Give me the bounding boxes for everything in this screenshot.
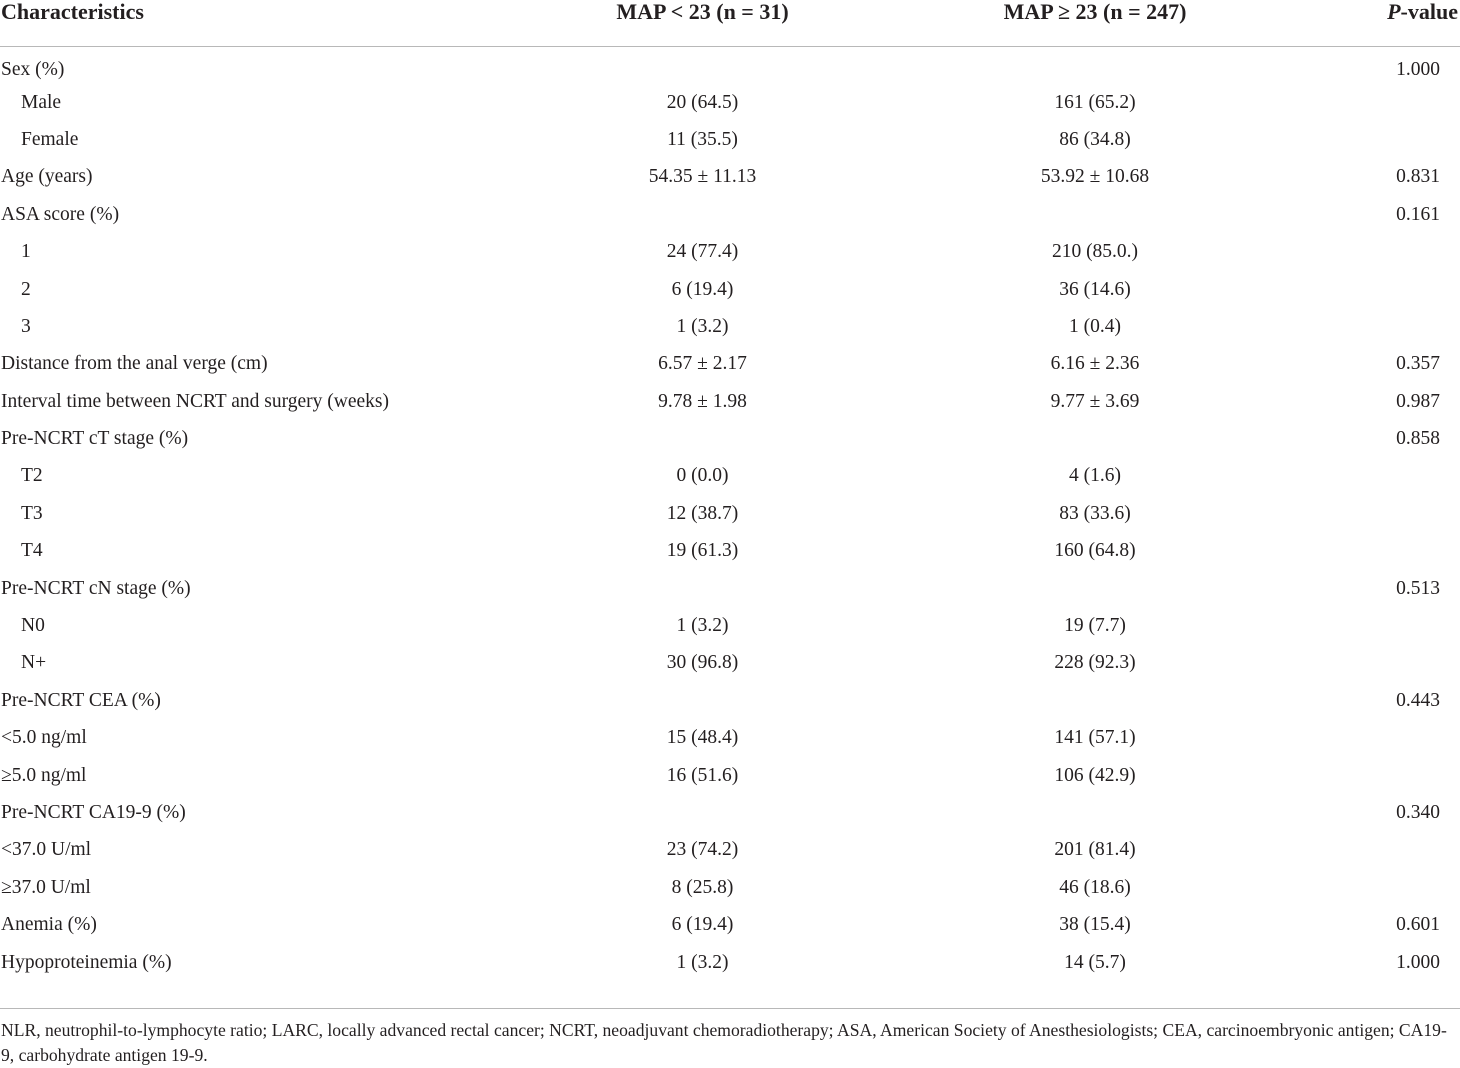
cell-map-lt-23: 6 (19.4) xyxy=(671,278,734,300)
table-row xyxy=(0,420,1460,457)
cell-map-ge-23 xyxy=(900,682,1290,719)
cell-map-ge-23 xyxy=(900,420,1290,457)
cell-map-ge-23: 53.92 ± 10.68 xyxy=(1040,166,1150,188)
cell-map-ge-23: 9.77 ± 3.69 xyxy=(1050,390,1140,412)
cell-map-ge-23: 106 (42.9) xyxy=(1054,764,1136,786)
table-row xyxy=(0,794,1460,831)
cell-p-value: 0.513 xyxy=(1396,577,1440,599)
header-map-ge-23: MAP ≥ 23 (n = 247) xyxy=(900,0,1290,47)
row-label: Pre-NCRT CEA (%) xyxy=(1,689,161,711)
cell-map-lt-23: 1 (3.2) xyxy=(676,951,729,973)
row-label: Age (years) xyxy=(1,166,93,188)
cell-map-lt-23 xyxy=(505,47,900,84)
cell-map-lt-23: 19 (61.3) xyxy=(666,540,739,562)
table-row xyxy=(0,121,1460,158)
row-label: Interval time between NCRT and surgery (weeks) xyxy=(1,390,389,412)
cell-p-value xyxy=(1290,533,1460,570)
cell-map-lt-23: 9.78 ± 1.98 xyxy=(658,390,747,412)
cell-p-value: 0.987 xyxy=(1396,390,1440,412)
cell-map-ge-23 xyxy=(900,794,1290,831)
row-label: 2 xyxy=(21,278,31,300)
cell-map-lt-23: 24 (77.4) xyxy=(666,241,739,263)
cell-p-value: 0.357 xyxy=(1396,353,1440,375)
header-p-suffix: -value xyxy=(1400,0,1458,24)
cell-map-ge-23: 4 (1.6) xyxy=(1069,465,1121,487)
row-label: Distance from the anal verge (cm) xyxy=(1,353,268,375)
table-row xyxy=(0,570,1460,607)
cell-p-value xyxy=(1290,271,1460,308)
table-row xyxy=(0,308,1460,345)
table-row xyxy=(0,832,1460,869)
row-label: Pre-NCRT CA19-9 (%) xyxy=(1,802,186,823)
row-label: ≥37.0 U/ml xyxy=(1,876,91,898)
row-label: Female xyxy=(21,128,79,150)
table-row xyxy=(0,84,1460,121)
cell-map-ge-23: 38 (15.4) xyxy=(1059,914,1131,936)
cell-map-ge-23: 6.16 ± 2.36 xyxy=(1050,353,1140,375)
cell-map-ge-23: 210 (85.0.) xyxy=(1051,241,1139,263)
table-body xyxy=(0,47,1460,982)
cell-p-value: 1.000 xyxy=(1396,58,1440,80)
cell-map-ge-23: 160 (64.8) xyxy=(1054,540,1136,562)
cell-map-lt-23 xyxy=(505,570,900,607)
table-bottom-rule xyxy=(0,1008,1460,1009)
cell-map-ge-23: 141 (57.1) xyxy=(1054,727,1136,749)
cell-map-ge-23 xyxy=(900,196,1290,233)
cell-p-value xyxy=(1290,495,1460,532)
cell-p-value xyxy=(1290,720,1460,757)
table-row xyxy=(0,47,1460,84)
table-row xyxy=(0,233,1460,270)
cell-p-value xyxy=(1290,308,1460,345)
cell-map-ge-23: 19 (7.7) xyxy=(1064,615,1126,637)
cell-map-lt-23: 12 (38.7) xyxy=(666,502,739,524)
cell-p-value: 1.000 xyxy=(1396,951,1440,973)
table-row xyxy=(0,159,1460,196)
cell-map-lt-23: 11 (35.5) xyxy=(667,128,738,150)
row-label: N0 xyxy=(21,615,45,637)
table-row xyxy=(0,346,1460,383)
cell-p-value: 0.831 xyxy=(1396,166,1440,188)
cell-p-value xyxy=(1290,458,1460,495)
table-row xyxy=(0,869,1460,906)
cell-p-value xyxy=(1290,645,1460,682)
table-row xyxy=(0,906,1460,943)
cell-p-value xyxy=(1290,832,1460,869)
cell-p-value: 0.601 xyxy=(1396,914,1440,936)
cell-map-lt-23: 0 (0.0) xyxy=(676,465,729,487)
row-label: Hypoproteinemia (%) xyxy=(1,951,172,973)
row-label: <5.0 ng/ml xyxy=(1,727,87,749)
header-p-value xyxy=(1290,0,1460,47)
cell-p-value xyxy=(1290,121,1460,158)
cell-map-lt-23: 23 (74.2) xyxy=(666,839,739,861)
row-label: Male xyxy=(21,91,62,113)
row-label: T3 xyxy=(21,502,43,524)
cell-map-lt-23 xyxy=(505,196,900,233)
cell-map-ge-23 xyxy=(900,47,1290,84)
table-row xyxy=(0,944,1460,981)
cell-map-lt-23: 15 (48.4) xyxy=(666,727,739,749)
row-label: Pre-NCRT cN stage (%) xyxy=(1,577,191,599)
table-row xyxy=(0,271,1460,308)
cell-map-lt-23 xyxy=(505,794,900,831)
table-row xyxy=(0,533,1460,570)
row-label: T4 xyxy=(21,540,43,562)
cell-map-lt-23: 1 (3.2) xyxy=(676,315,729,337)
table-row xyxy=(0,720,1460,757)
cell-p-value: 0.443 xyxy=(1396,689,1440,711)
cell-map-ge-23: 86 (34.8) xyxy=(1059,128,1131,150)
cell-map-lt-23: 6 (19.4) xyxy=(671,914,734,936)
row-label: 3 xyxy=(21,315,31,337)
cell-map-ge-23: 1 (0.4) xyxy=(1069,315,1121,337)
cell-map-ge-23: 201 (81.4) xyxy=(1054,839,1136,861)
row-label: ≥5.0 ng/ml xyxy=(1,764,87,786)
row-label: Pre-NCRT cT stage (%) xyxy=(1,428,189,450)
table-footnote: NLR, neutrophil-to-lymphocyte ratio; LARC, locally advanced rectal cancer; NCRT, neoadjuvant chemoradiotherapy; ASA, American Society of Anesthesiologists; CEA, carcinoembryonic antigen; CA19-9, carbohydrate antigen 19-9. xyxy=(1,1020,1447,1065)
table-row xyxy=(0,495,1460,532)
cell-map-ge-23: 228 (92.3) xyxy=(1054,652,1136,674)
cell-p-value xyxy=(1290,233,1460,270)
header-map-lt-23: MAP < 23 (n = 31) xyxy=(505,0,900,47)
row-label: ASA score (%) xyxy=(1,203,120,225)
table-row xyxy=(0,383,1460,420)
cell-map-lt-23: 8 (25.8) xyxy=(671,876,734,898)
cell-map-lt-23: 1 (3.2) xyxy=(676,615,729,637)
cell-map-lt-23 xyxy=(505,682,900,719)
cell-map-lt-23: 30 (96.8) xyxy=(666,652,739,674)
table-row xyxy=(0,458,1460,495)
cell-p-value xyxy=(1290,84,1460,121)
header-p-prefix: P xyxy=(1387,0,1401,24)
cell-map-lt-23: 54.35 ± 11.13 xyxy=(648,166,757,188)
row-label: Anemia (%) xyxy=(1,914,97,936)
table-row xyxy=(0,196,1460,233)
cell-map-lt-23: 16 (51.6) xyxy=(666,764,739,786)
cell-map-lt-23: 6.57 ± 2.17 xyxy=(658,353,747,375)
cell-map-ge-23: 161 (65.2) xyxy=(1054,91,1136,113)
cell-map-lt-23 xyxy=(505,420,900,457)
cell-p-value xyxy=(1290,869,1460,906)
table-row xyxy=(0,757,1460,794)
table-row xyxy=(0,645,1460,682)
cell-p-value: 0.858 xyxy=(1396,428,1440,450)
cell-p-value xyxy=(1290,757,1460,794)
cell-map-ge-23: 46 (18.6) xyxy=(1059,876,1131,898)
table-row xyxy=(0,682,1460,719)
header-row xyxy=(0,0,1460,47)
cell-map-ge-23 xyxy=(900,570,1290,607)
table-row xyxy=(0,607,1460,644)
cell-map-ge-23: 36 (14.6) xyxy=(1059,278,1131,300)
cell-map-ge-23: 14 (5.7) xyxy=(1064,951,1126,973)
cell-map-ge-23: 83 (33.6) xyxy=(1059,502,1131,524)
cell-map-lt-23: 20 (64.5) xyxy=(666,91,739,113)
row-label: T2 xyxy=(21,465,43,487)
header-characteristics: Characteristics xyxy=(0,0,505,47)
cell-p-value: 0.340 xyxy=(1396,802,1440,823)
cell-p-value: 0.161 xyxy=(1396,203,1440,225)
cell-p-value xyxy=(1290,607,1460,644)
row-label: Sex (%) xyxy=(1,58,65,80)
row-label: <37.0 U/ml xyxy=(1,839,92,861)
table-header xyxy=(0,0,1460,47)
row-label: N+ xyxy=(21,652,47,674)
row-label: 1 xyxy=(21,241,31,263)
